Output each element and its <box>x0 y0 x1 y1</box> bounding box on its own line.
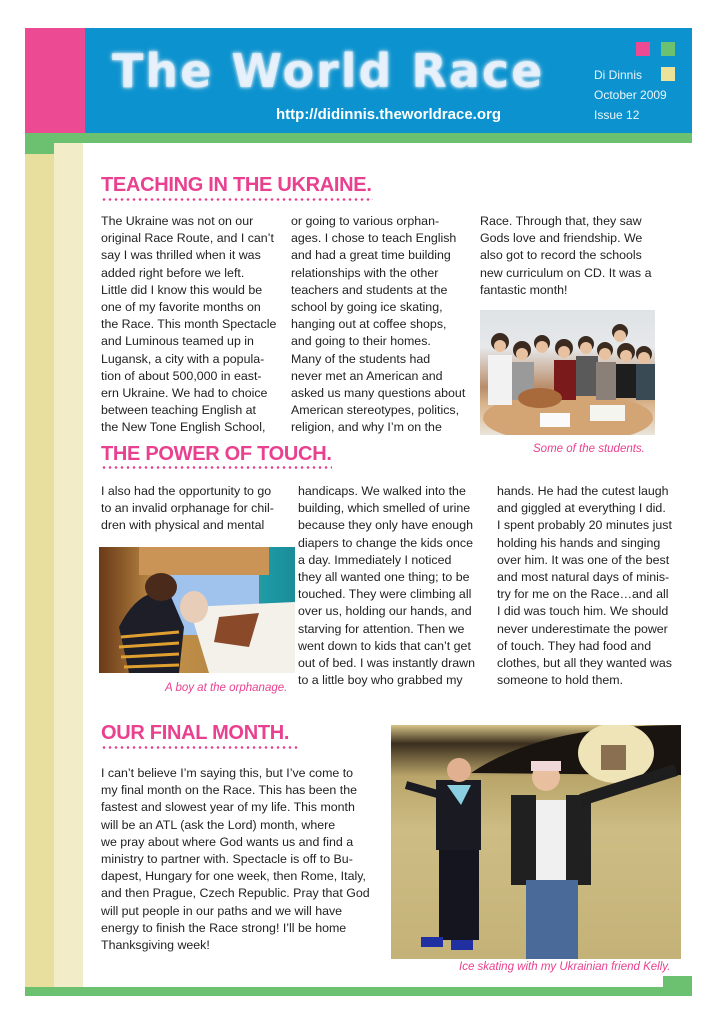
text-line: and had a great time building <box>291 248 451 263</box>
text-line: dren with physical and mental <box>101 518 265 533</box>
text-line: and giggled at everything I did. <box>497 501 666 516</box>
text-line: starving for attention. Then we <box>298 621 465 636</box>
text-line: ministry to partner with. Spectacle is off to Bu- <box>101 852 353 867</box>
text-line: Little did I know this would be <box>101 282 263 297</box>
photo-ice-skating <box>391 725 681 959</box>
photo-caption: A boy at the orphanage. <box>165 682 288 694</box>
text-line: new curriculum on CD. It was a <box>480 265 652 280</box>
text-line: tion of about 500,000 in east- <box>101 368 262 383</box>
article-column <box>101 213 281 437</box>
left-yellow-strip <box>25 154 54 987</box>
text-line: building, which smelled of urine <box>298 501 471 516</box>
decor-square-pink <box>636 42 650 56</box>
photo-caption: Ice skating with my Ukrainian friend Kelly. <box>459 961 671 973</box>
text-line: over us, holding our hands, and <box>298 604 472 619</box>
text-line: to a little boy who grabbed my <box>298 673 463 688</box>
text-line: ages. I chose to teach English <box>291 231 457 246</box>
section-heading-teaching: TEACHING IN THE UKRAINE. <box>101 174 372 196</box>
section-heading-final-month: OUR FINAL MONTH. <box>101 722 290 744</box>
text-line: will be an ATL (ask the Lord) month, where <box>101 817 336 832</box>
text-line: out of bed. I was instantly drawn <box>298 656 476 671</box>
text-line: I did was touch him. We should <box>497 604 669 619</box>
text-line: one of my favorite months on <box>101 300 261 315</box>
green-corner-block <box>25 143 54 154</box>
photo-caption: Some of the students. <box>533 443 645 455</box>
text-line: say I was thrilled when it was <box>101 248 261 263</box>
text-line: diapers to change the kids once <box>298 535 473 550</box>
decor-square-green <box>661 42 675 56</box>
text-line: I spent probably 20 minutes just <box>497 518 672 533</box>
ice-skating-illustration <box>391 725 681 959</box>
text-line: Race. Through that, they saw <box>480 214 642 228</box>
text-line: also got to record the schools <box>480 248 642 263</box>
text-line: Many of the students had <box>291 351 431 366</box>
text-line: teachers and students at the <box>291 282 448 297</box>
text-line: my final month on the Race. This has been the <box>101 783 357 798</box>
header-pink-block <box>25 28 85 133</box>
author-name: Di Dinnis <box>594 68 643 82</box>
article-column <box>291 213 471 437</box>
dotted-underline <box>101 746 298 749</box>
text-line: fastest and slowest year of my life. This month <box>101 800 355 815</box>
text-line: clothes, but all they wanted was <box>497 656 672 671</box>
text-line: added right before we left. <box>101 265 245 280</box>
text-line: of touch. They had food and <box>497 638 652 653</box>
students-illustration <box>480 310 655 435</box>
text-line: fantastic month! <box>480 282 568 297</box>
decor-square-yellow <box>661 67 675 81</box>
text-line: I can’t believe I’m saying this, but I’ve come to <box>101 766 354 780</box>
section-heading-touch: THE POWER OF TOUCH. <box>101 443 332 465</box>
article-column <box>101 483 291 535</box>
dotted-underline <box>101 466 332 469</box>
text-line: or going to various orphan- <box>291 214 440 228</box>
green-divider-bottom <box>25 987 692 996</box>
masthead-logo: The World Race <box>112 44 545 98</box>
text-line: hands. He had the cutest laugh <box>497 484 669 498</box>
text-line: they all wanted one thing; to be <box>298 570 470 585</box>
text-line: a day. Immediately I noticed <box>298 552 452 567</box>
article-column <box>480 213 670 299</box>
text-line: The Ukraine was not on our <box>101 214 254 228</box>
text-line: handicaps. We walked into the <box>298 484 466 498</box>
issue-number: Issue 12 <box>594 108 640 122</box>
text-line: relationships with the other <box>291 265 439 280</box>
text-line: American stereotypes, politics, <box>291 403 460 418</box>
photo-orphanage <box>99 547 295 673</box>
article-column <box>101 765 371 954</box>
text-line: the Race. This month Spectacle <box>101 317 277 332</box>
text-line: holding his hands and singing <box>497 535 661 550</box>
text-line: touched. They were climbing all <box>298 587 472 602</box>
dotted-underline <box>101 198 373 201</box>
text-line: dapest, Hungary for one week, then Rome, Italy, <box>101 869 366 884</box>
text-line: original Race Route, and I can’t <box>101 231 274 246</box>
text-line: school by going ice skating, <box>291 300 443 315</box>
text-line: never underestimate the power <box>497 621 668 636</box>
text-line: Lugansk, a city with a popula- <box>101 351 265 366</box>
text-line: because they only have enough <box>298 518 473 533</box>
green-bottom-tab <box>663 976 692 987</box>
green-divider-top <box>25 133 692 143</box>
article-column <box>497 483 692 689</box>
text-line: someone to hold them. <box>497 673 624 688</box>
left-cream-strip <box>54 143 83 987</box>
photo-students <box>480 310 655 435</box>
text-line: never met an American and <box>291 368 443 383</box>
text-line: the New Tone English School, <box>101 420 266 435</box>
website-url[interactable]: http://didinnis.theworldrace.org <box>276 106 501 123</box>
orphanage-illustration <box>99 547 295 673</box>
text-line: over him. It was one of the best <box>497 552 670 567</box>
text-line: and then Prague, Czech Republic. Pray that God <box>101 886 370 901</box>
text-line: energy to finish the Race strong! I’ll be home <box>101 920 347 935</box>
text-line: I also had the opportunity to go <box>101 484 272 498</box>
text-line: between teaching English at <box>101 403 256 418</box>
text-line: and Luminous teamed up in <box>101 334 254 349</box>
article-column <box>298 483 488 689</box>
text-line: religion, and why I’m on the <box>291 420 442 435</box>
text-line: will put people in our paths and we will have <box>101 903 343 918</box>
text-line: we pray about where God wants us and find a <box>101 834 354 849</box>
issue-date: October 2009 <box>594 88 667 102</box>
text-line: hanging out at coffee shops, <box>291 317 447 332</box>
text-line: Thanksgiving week! <box>101 938 210 953</box>
text-line: and most natural days of minis- <box>497 570 670 585</box>
text-line: Gods love and friendship. We <box>480 231 643 246</box>
text-line: asked us many questions about <box>291 386 466 401</box>
text-line: ern Ukraine. We had to choice <box>101 386 268 401</box>
text-line: went down to kids that can’t get <box>298 638 471 653</box>
text-line: to an invalid orphanage for chil- <box>101 501 274 516</box>
text-line: and going to their homes. <box>291 334 431 349</box>
text-line: try for me on the Race…and all <box>497 587 669 602</box>
